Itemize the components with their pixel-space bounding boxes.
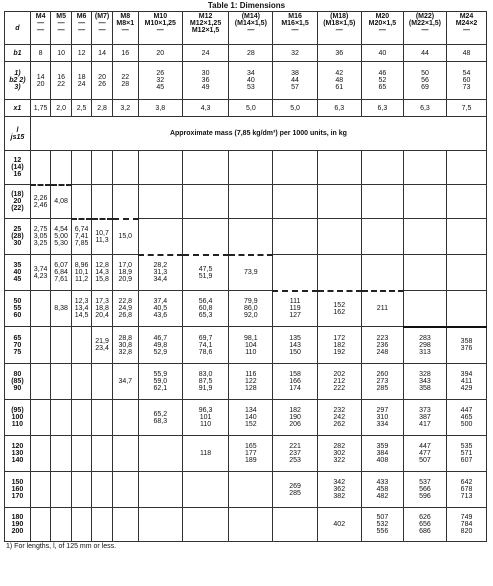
b2-value: 30 36 49 [182,62,228,100]
mass-cell: 96,3 101 110 [182,400,228,436]
mass-cell: 17,0 18,9 20,9 [112,255,138,291]
mass-cell [182,151,228,185]
mass-cell: 17,3 18,8 20,4 [92,291,112,327]
mass-cell: 56,4 60,8 65,3 [182,291,228,327]
mass-cell [229,185,273,219]
length-label: (18) 20 (22) [5,185,31,219]
b2-label: 1) b2 2) 3) [5,62,31,100]
mass-cell [403,185,446,219]
mass-cell [30,291,50,327]
mass-cell: 111 119 127 [273,291,317,327]
b1-value: 48 [447,45,487,62]
mass-cell: 507 532 556 [361,508,403,542]
mass-cell [138,219,182,255]
mass-cell: 83,0 87,5 91,9 [182,364,228,400]
mass-cell: 749 784 820 [447,508,487,542]
mass-cell [71,400,91,436]
mass-cell: 2,26 2,46 [30,185,50,219]
mass-cell [71,436,91,472]
mass-cell [317,219,361,255]
length-label: 25 (28) 30 [5,219,31,255]
mass-cell [71,364,91,400]
mass-cell [229,472,273,508]
mass-cell [112,436,138,472]
x1-value: 6,3 [403,100,446,117]
mass-cell [30,400,50,436]
column-header: M12 M12×1,25 M12×1,5 [182,12,228,45]
mass-cell [273,255,317,291]
b2-value: 50 56 69 [403,62,446,100]
mass-cell [138,472,182,508]
mass-cell [317,185,361,219]
mass-cell: 47,5 51,9 [182,255,228,291]
mass-cell [182,472,228,508]
x1-label: x1 [5,100,31,117]
length-label: 80 (85) 90 [5,364,31,400]
mass-cell: 260 273 285 [361,364,403,400]
mass-cell: 537 566 596 [403,472,446,508]
mass-cell [92,151,112,185]
b1-value: 12 [71,45,91,62]
mass-cell: 4,54 5,00 5,30 [51,219,71,255]
mass-cell [182,219,228,255]
b2-value: 16 22 [51,62,71,100]
length-label: 150 160 170 [5,472,31,508]
column-header: (M7) — — [92,12,112,45]
b2-value: 54 60 73 [447,62,487,100]
x1-value: 4,3 [182,100,228,117]
mass-cell: 2,75 3,05 3,25 [30,219,50,255]
mass-cell [71,185,91,219]
mass-cell: 6,74 7,41 7,85 [71,219,91,255]
table-title: Table 1: Dimensions [207,1,286,10]
b1-value: 44 [403,45,446,62]
mass-cell [51,151,71,185]
mass-cell [112,185,138,219]
b1-value: 36 [317,45,361,62]
length-label: 120 130 140 [5,436,31,472]
mass-cell [229,219,273,255]
length-label: 65 70 75 [5,327,31,364]
x1-value: 6,3 [317,100,361,117]
mass-cell [273,508,317,542]
mass-cell: 69,7 74,1 78,6 [182,327,228,364]
mass-cell: 433 458 482 [361,472,403,508]
mass-cell [51,508,71,542]
mass-cell: 359 384 408 [361,436,403,472]
mass-cell [361,151,403,185]
mass-cell: 8,96 10,1 11,2 [71,255,91,291]
mass-cell [92,400,112,436]
mass-cell: 626 656 686 [403,508,446,542]
b1-value: 28 [229,45,273,62]
mass-cell [138,436,182,472]
mass-cell [447,219,487,255]
mass-cell [229,151,273,185]
column-header: M10 M10×1,25 — [138,12,182,45]
length-label: 35 40 45 [5,255,31,291]
b1-value: 14 [92,45,112,62]
mass-cell: 269 285 [273,472,317,508]
mass-cell [447,255,487,291]
mass-cell: 211 [361,291,403,327]
mass-cell [361,255,403,291]
mass-cell: 394 411 429 [447,364,487,400]
length-label: (95) 100 110 [5,400,31,436]
mass-cell [30,151,50,185]
b1-value: 8 [30,45,50,62]
x1-value: 3,8 [138,100,182,117]
b2-value: 46 52 65 [361,62,403,100]
mass-cell: 8,38 [51,291,71,327]
mass-cell: 535 571 607 [447,436,487,472]
mass-cell [403,151,446,185]
mass-cell: 202 212 222 [317,364,361,400]
mass-cell: 55,9 59,0 62,1 [138,364,182,400]
mass-cell: 642 678 713 [447,472,487,508]
mass-cell [403,219,446,255]
mass-cell [30,508,50,542]
mass-cell: 4,08 [51,185,71,219]
mass-cell: 158 166 174 [273,364,317,400]
mass-cell [273,151,317,185]
mass-cell: 182 190 206 [273,400,317,436]
b1-label: b1 [5,45,31,62]
mass-cell [51,364,71,400]
mass-cell [447,151,487,185]
mass-cell: 152 162 [317,291,361,327]
b2-value: 42 48 61 [317,62,361,100]
column-header: M24 M24×2 — [447,12,487,45]
header-d-label: d [5,12,31,45]
mass-cell: 79,9 86,0 92,0 [229,291,273,327]
mass-cell: 37,4 40,5 43,6 [138,291,182,327]
mass-cell [92,436,112,472]
mass-cell [182,508,228,542]
mass-cell: 402 [317,508,361,542]
mass-cell [317,255,361,291]
mass-cell: 116 122 128 [229,364,273,400]
mass-cell [273,185,317,219]
b2-value: 26 32 45 [138,62,182,100]
mass-cell [92,472,112,508]
mass-cell [30,327,50,364]
mass-cell [138,151,182,185]
mass-cell: 283 298 313 [403,327,446,364]
mass-cell [317,151,361,185]
mass-cell: 28,8 30,8 32,8 [112,327,138,364]
mass-cell: 165 177 189 [229,436,273,472]
column-header: M20 M20×1,5 — [361,12,403,45]
mass-cell [273,219,317,255]
mass-cell: 73,9 [229,255,273,291]
mass-cell: 34,7 [112,364,138,400]
length-label: 50 55 60 [5,291,31,327]
mass-cell: 28,2 31,3 34,4 [138,255,182,291]
mass-cell: 3,74 4,23 [30,255,50,291]
b2-value: 38 44 57 [273,62,317,100]
b2-value: 14 20 [30,62,50,100]
x1-value: 2,0 [51,100,71,117]
mass-cell [112,508,138,542]
column-header: (M22) (M22×1,5) — [403,12,446,45]
mass-cell: 6,07 6,84 7,61 [51,255,71,291]
mass-cell: 12,3 13,4 14,5 [71,291,91,327]
length-label: 12 (14) 16 [5,151,31,185]
mass-cell: 297 310 334 [361,400,403,436]
mass-cell [361,219,403,255]
b1-value: 10 [51,45,71,62]
mass-cell [361,185,403,219]
mass-cell: 98,1 104 110 [229,327,273,364]
mass-cell [92,508,112,542]
mass-cell [51,436,71,472]
mass-cell: 282 302 322 [317,436,361,472]
l-label: l js15 [5,117,31,151]
mass-cell: 12,8 14,3 15,8 [92,255,112,291]
column-header: M4 — — [30,12,50,45]
x1-value: 5,0 [273,100,317,117]
column-header: (M18) (M18×1,5) — [317,12,361,45]
x1-value: 3,2 [112,100,138,117]
mass-cell: 328 343 358 [403,364,446,400]
mass-cell [71,472,91,508]
mass-cell: 221 237 253 [273,436,317,472]
mass-cell: 447 477 507 [403,436,446,472]
mass-cell: 135 143 150 [273,327,317,364]
mass-cell [71,327,91,364]
mass-cell: 22,8 24,9 26,8 [112,291,138,327]
length-label: 180 190 200 [5,508,31,542]
mass-cell [30,436,50,472]
mass-cell [182,185,228,219]
mass-cell: 447 465 500 [447,400,487,436]
mass-cell: 118 [182,436,228,472]
mass-cell [51,327,71,364]
b2-value: 18 24 [71,62,91,100]
mass-cell [403,255,446,291]
b1-value: 16 [112,45,138,62]
mass-cell [138,185,182,219]
mass-cell [112,472,138,508]
dimensions-table [4,11,487,542]
mass-cell [112,151,138,185]
mass-cell: 358 376 [447,327,487,364]
mass-cell: 15,0 [112,219,138,255]
mass-cell [447,291,487,327]
footnote: 1) For lengths, l, of 125 mm or less. [6,543,117,550]
column-header: M5 — — [51,12,71,45]
b1-value: 40 [361,45,403,62]
mass-cell [447,185,487,219]
mass-cell: 223 236 248 [361,327,403,364]
mass-cell: 342 362 382 [317,472,361,508]
b1-value: 20 [138,45,182,62]
mass-cell [229,508,273,542]
mass-cell: 373 387 417 [403,400,446,436]
b1-value: 24 [182,45,228,62]
x1-value: 2,5 [71,100,91,117]
mass-cell [92,185,112,219]
mass-cell [30,364,50,400]
mass-cell [138,508,182,542]
mass-cell [30,472,50,508]
b2-value: 22 28 [112,62,138,100]
mass-cell [403,291,446,327]
x1-value: 6,3 [361,100,403,117]
column-header: M16 M16×1,5 — [273,12,317,45]
b2-value: 20 26 [92,62,112,100]
b1-value: 32 [273,45,317,62]
mass-cell [51,400,71,436]
mass-cell [71,508,91,542]
mass-cell [112,400,138,436]
mass-label: Approximate mass (7,85 kg/dm³) per 1000 units, in kg [30,117,486,151]
b2-value: 34 40 53 [229,62,273,100]
x1-value: 2,8 [92,100,112,117]
x1-value: 7,5 [447,100,487,117]
mass-cell: 65,2 68,3 [138,400,182,436]
mass-cell: 172 182 192 [317,327,361,364]
x1-value: 1,75 [30,100,50,117]
mass-cell [92,364,112,400]
mass-cell: 134 140 152 [229,400,273,436]
mass-cell: 46,7 49,8 52,9 [138,327,182,364]
mass-cell [71,151,91,185]
mass-cell: 232 242 262 [317,400,361,436]
x1-value: 5,0 [229,100,273,117]
column-header: M6 — — [71,12,91,45]
mass-cell [51,472,71,508]
mass-cell: 21,9 23,4 [92,327,112,364]
mass-cell: 10,7 11,3 [92,219,112,255]
column-header: (M14) (M14×1,5) — [229,12,273,45]
column-header: M8 M8×1 — [112,12,138,45]
